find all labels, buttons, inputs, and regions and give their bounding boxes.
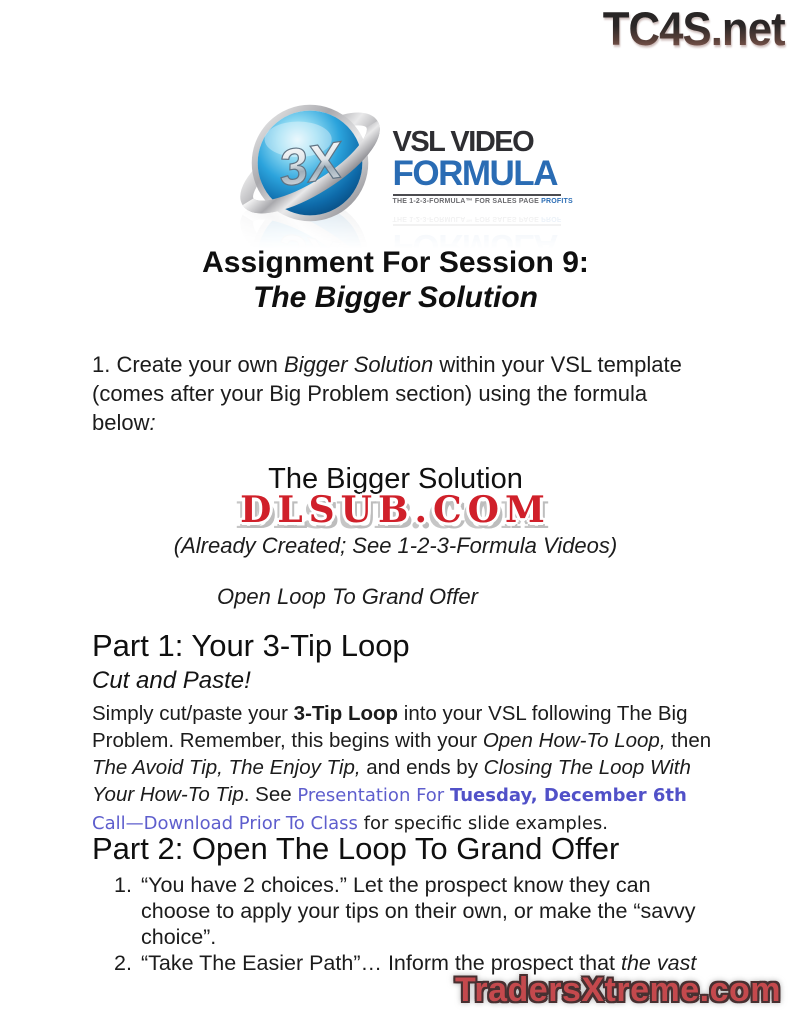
logo-wordmark [392,121,573,205]
solution-subheading: (Already Created; See 1-2-3-Formula Videos) [173,533,618,558]
part1-bold-term: 3-Tip Loop [293,702,399,725]
page-title [0,245,791,315]
link-date-bold: Tuesday, December 6th [449,785,687,806]
part1-text-3: then [665,729,712,752]
part1-text-6: for specific slide examples. [357,813,609,834]
part1-text-4: and ends by [360,756,484,779]
part1-text-2: into your VSL following The Big Problem. Remember, this begins with your [92,702,688,752]
part1-italic-2: The Avoid Tip, The Enjoy Tip, [92,756,361,779]
list-item [114,872,714,950]
logo-name-line2: FORMULA [392,154,557,193]
part2-list [114,872,714,976]
vsl-video-formula-logo [231,84,573,242]
intro-colon: : [149,410,156,435]
part1-subheading: Cut and Paste! [92,667,251,694]
solution-heading: The Bigger Solution [268,463,523,495]
tc4s-watermark: TC4S.net [602,2,785,55]
logo-tagline-text: THE 1-2-3-FORMULA™ FOR SALES PAGE [392,198,542,205]
part1-italic-1: Open How-To Loop, [482,729,666,752]
tradersxtreme-watermark: TradersXtreme.com [455,971,781,1009]
intro-italic-term: Bigger Solution [283,352,434,377]
part1-heading: Part 1: Your 3-Tip Loop [92,628,410,663]
part1-text-5: . See [243,783,298,806]
3x-globe-icon [231,84,389,242]
list-item-1-text: “You have 2 choices.” Let the prospect know they can choose to apply your tips on their own, or make the “savvy choice”. [141,873,696,949]
list-item-number: 2. [114,951,132,975]
svg-text:3X: 3X [274,131,346,198]
list-item-2-italic: the vast [621,951,697,975]
intro-paragraph [92,350,706,437]
page-title-line2: The Bigger Solution [253,281,538,314]
intro-text: 1. Create your own [92,352,284,377]
page-title-line1: Assignment For Session 9: [202,246,589,279]
part1-paragraph [92,700,716,837]
link-text-2: Call—Download Prior To Class [92,813,358,834]
list-item-number: 1. [114,873,132,897]
part1-italic-3: Closing The Loop With Your How-To Tip [92,756,691,806]
open-loop-line: Open Loop To Grand Offer [217,584,478,609]
logo-tagline-highlight: PROFITS [541,198,573,205]
link-text-1: Presentation For [297,785,450,806]
part2-heading: Part 2: Open The Loop To Grand Offer [92,831,620,866]
logo-tagline [392,194,573,205]
list-item-2-text: “Take The Easier Path”… Inform the prospect that [141,951,621,975]
list-item-text [141,872,714,950]
intro-text-cont: within your VSL template (comes after your Big Problem section) using the formula below [92,352,682,435]
part1-text: Simply cut/paste your [92,702,294,725]
dlsub-watermark: DLSUB.COM [240,489,551,531]
logo-name-line1: VSL VIDEO [392,126,534,158]
